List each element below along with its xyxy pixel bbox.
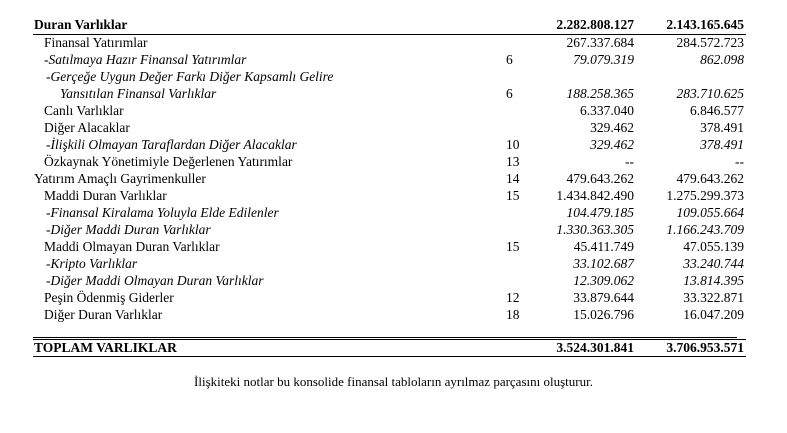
row-label: -Diğer Maddi Duran Varlıklar — [46, 222, 211, 237]
section-title: Duran Varlıklar — [34, 17, 128, 32]
header-row — [0, 16, 787, 33]
row-value-current: 188.258.365 — [566, 86, 634, 101]
table-row — [0, 85, 787, 102]
row-value-current: 1.434.842.490 — [556, 188, 634, 203]
row-value-prior: 479.643.262 — [676, 171, 744, 186]
total-rule-bottom — [33, 356, 746, 357]
row-note: 6 — [506, 86, 513, 101]
table-row — [0, 68, 787, 85]
row-label: -Satılmaya Hazır Finansal Yatırımlar — [44, 52, 247, 67]
row-note: 12 — [506, 290, 520, 305]
table-row — [0, 170, 787, 187]
row-value-prior: 33.240.744 — [683, 256, 744, 271]
total-value-prior: 3.706.953.571 — [666, 340, 744, 355]
row-value-prior: 1.275.299.373 — [666, 188, 744, 203]
row-label: -Kripto Varlıklar — [46, 256, 138, 271]
row-value-prior: 16.047.209 — [683, 307, 744, 322]
row-note: 15 — [506, 188, 520, 203]
row-label: Özkaynak Yönetimiyle Değerlenen Yatırımlar — [44, 154, 293, 169]
table-row — [0, 238, 787, 255]
row-value-current: 267.337.684 — [566, 35, 634, 50]
total-rule-top-left — [33, 337, 737, 338]
row-value-prior: 33.322.871 — [683, 290, 744, 305]
row-label: -İlişkili Olmayan Taraflardan Diğer Alacaklar — [46, 137, 297, 152]
row-label: Maddi Duran Varlıklar — [44, 188, 167, 203]
row-label: Diğer Duran Varlıklar — [44, 307, 163, 322]
table-row — [0, 153, 787, 170]
row-note: 15 — [506, 239, 520, 254]
row-label: -Finansal Kiralama Yoluyla Elde Edilenler — [46, 205, 279, 220]
row-note: 13 — [506, 154, 520, 169]
table-row — [0, 272, 787, 289]
row-label: Yansıtılan Finansal Varlıklar — [60, 86, 217, 101]
table-row — [0, 119, 787, 136]
header-value-current: 2.282.808.127 — [556, 17, 634, 32]
table-row — [0, 289, 787, 306]
table-row — [0, 136, 787, 153]
row-value-prior: 284.572.723 — [676, 35, 744, 50]
row-value-current: 1.330.363.305 — [556, 222, 634, 237]
row-label: -Diğer Maddi Olmayan Duran Varlıklar — [46, 273, 264, 288]
row-value-prior: 378.491 — [700, 137, 744, 152]
table-row — [0, 204, 787, 221]
total-row — [0, 339, 787, 356]
row-value-current: 6.337.040 — [580, 103, 634, 118]
row-label: Maddi Olmayan Duran Varlıklar — [44, 239, 220, 254]
row-label: Diğer Alacaklar — [44, 120, 130, 135]
row-label: Finansal Yatırımlar — [44, 35, 148, 50]
row-value-prior: 862.098 — [700, 52, 744, 67]
row-value-current: 104.479.185 — [566, 205, 634, 220]
footer-note: İlişkiteki notlar bu konsolide finansal tabloların ayrılmaz parçasını oluşturur. — [194, 374, 593, 389]
row-value-prior: 283.710.625 — [676, 86, 744, 101]
row-value-prior: 13.814.395 — [683, 273, 744, 288]
total-label: TOPLAM VARLIKLAR — [34, 340, 177, 355]
row-note: 6 — [506, 52, 513, 67]
row-value-current: 15.026.796 — [573, 307, 634, 322]
table-row — [0, 255, 787, 272]
row-value-current: 33.102.687 — [573, 256, 634, 271]
row-note: 14 — [506, 171, 520, 186]
row-value-current: 479.643.262 — [566, 171, 634, 186]
header-value-prior: 2.143.165.645 — [666, 17, 744, 32]
row-value-prior: 109.055.664 — [676, 205, 744, 220]
row-value-prior: 47.055.139 — [683, 239, 744, 254]
table-row — [0, 34, 787, 51]
table-row — [0, 187, 787, 204]
total-value-current: 3.524.301.841 — [556, 340, 634, 355]
row-value-prior: -- — [735, 154, 744, 169]
table-row — [0, 221, 787, 238]
row-value-prior: 6.846.577 — [690, 103, 744, 118]
row-label: Canlı Varlıklar — [44, 103, 124, 118]
row-value-current: 329.462 — [590, 137, 634, 152]
row-note: 18 — [506, 307, 520, 322]
row-label: Yatırım Amaçlı Gayrimenkuller — [34, 171, 206, 186]
row-value-current: 45.411.749 — [573, 239, 634, 254]
row-value-current: -- — [625, 154, 634, 169]
row-label: Peşin Ödenmiş Giderler — [44, 290, 174, 305]
row-value-current: 33.879.644 — [573, 290, 634, 305]
row-label: -Gerçeğe Uygun Değer Farkı Diğer Kapsamlı Gelire — [46, 69, 334, 84]
row-value-current: 79.079.319 — [573, 52, 634, 67]
row-value-prior: 378.491 — [700, 120, 744, 135]
table-row — [0, 51, 787, 68]
table-row — [0, 102, 787, 119]
row-value-prior: 1.166.243.709 — [666, 222, 744, 237]
row-value-current: 12.309.062 — [573, 273, 634, 288]
row-value-current: 329.462 — [590, 120, 634, 135]
table-row — [0, 306, 787, 323]
row-note: 10 — [506, 137, 520, 152]
